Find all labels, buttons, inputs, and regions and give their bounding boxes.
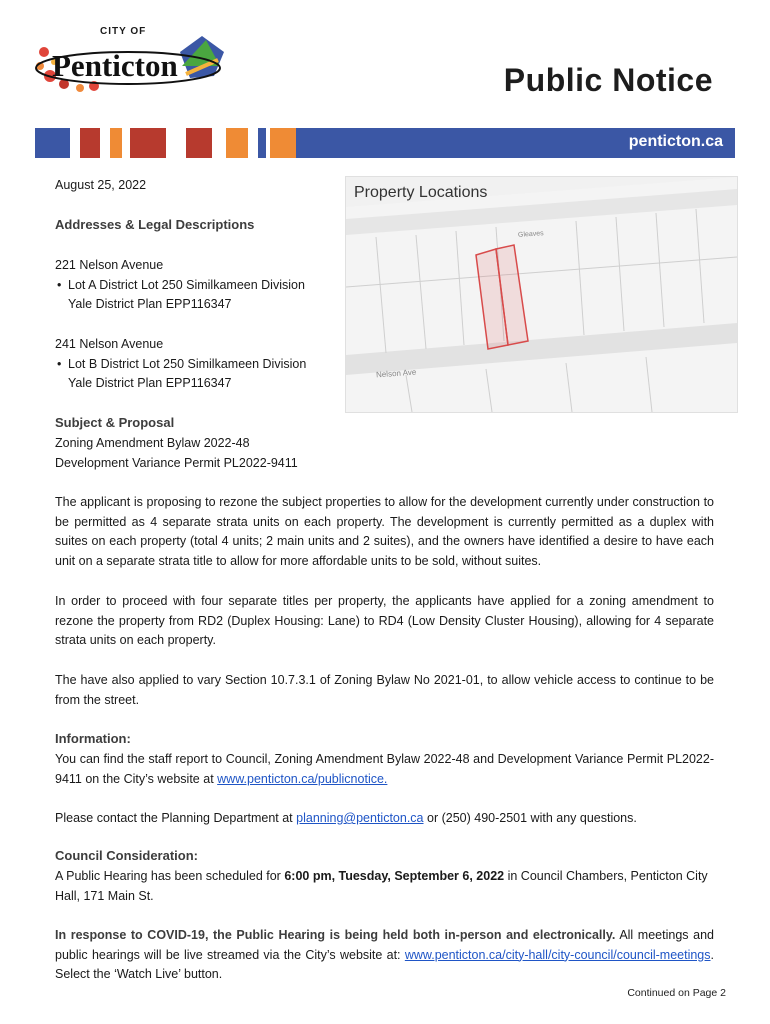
map-street-bottom: Nelson Ave [375,367,417,380]
council-meetings-link[interactable]: www.penticton.ca/city-hall/city-council/council-meetings [404,947,711,962]
address-1: 221 Nelson Avenue [55,258,164,272]
covid-body: All meetings and public hearings will be live streamed via the City’s website at: [55,928,714,962]
header-band [35,128,735,158]
council-heading: Council Consideration: [55,848,198,863]
logo-city-of: CITY OF [100,26,147,37]
contact-text [55,809,714,829]
notice-date: August 25, 2022 [55,178,147,192]
legal-2-line2: Yale District Plan EPP116347 [68,376,232,390]
map-title: Property Locations [354,184,488,201]
publicnotice-link[interactable]: www.penticton.ca/publicnotice. [217,771,388,786]
continued-footer: Continued on Page 2 [627,987,726,999]
contact-pre: Please contact the Planning Department at [55,811,293,825]
addresses-heading: Addresses & Legal Descriptions [55,217,255,232]
council-text [55,867,714,906]
proposal-paragraph-1: The applicant is proposing to rezone the subject properties to allow for the development currently under construction to be permitted as 4 separate strata units on each property. The development is currently permitted as a duplex with suites on each property (total 4 units; 2 main units and 2 suites), and the owners have identified a desire to have each unit on a separate strata title to allow for more affordable units to be sold, without suites. [55,495,714,568]
proposal-paragraph-3: The have also applied to vary Section 10.7.3.1 of Zoning Bylaw No 2021-01, to allow vehicle access to continue to be from the street. [55,673,714,707]
council-post: in Council Chambers, Penticton City Hall, 171 Main St. [55,869,708,903]
subject-line2: Development Variance Permit PL2022-9411 [55,456,298,470]
covid-post: . Select the ‘Watch Live’ button. [55,947,714,981]
address-block-2 [55,335,340,394]
covid-text [55,926,714,985]
council-pre: A Public Hearing has been scheduled for [55,869,281,883]
planning-email-link[interactable]: planning@penticton.ca [296,811,424,825]
property-map [345,176,738,413]
information-body: You can find the staff report to Council, Zoning Amendment Bylaw 2022-48 and Development Variance Permit PL2022-9411 on the City’s website at [55,752,714,786]
website-label[interactable]: penticton.ca [628,133,723,150]
hearing-datetime: 6:00 pm, Tuesday, September 6, 2022 [284,869,505,883]
contact-post: or (250) 490-2501 with any questions. [427,811,637,825]
legal-1-line2: Yale District Plan EPP116347 [68,297,232,311]
page-title: Public Notice [503,62,713,98]
covid-bold: In response to COVID-19, the Public Hearing is being held both in-person and electronically. [55,928,616,942]
legal-2-line1: • Lot B District Lot 250 Similkameen Division [55,355,340,375]
legal-1-line1: • Lot A District Lot 250 Similkameen Division [55,276,340,296]
proposal-paragraph-2: In order to proceed with four separate titles per property, the applicants have applied for a zoning amendment to rezone the property from RD2 (Duplex Housing: Lane) to RD4 (Low Density Cluster Housing), allowing for 4 separate strata units on each property. [55,594,714,647]
information-text [55,750,714,789]
subject-line1: Zoning Amendment Bylaw 2022-48 [55,436,250,450]
address-block-1 [55,256,340,315]
subject-heading: Subject & Proposal [55,415,175,430]
address-2: 241 Nelson Avenue [55,337,164,351]
map-street-top: Gleaves [517,230,544,239]
logo-penticton: Penticton [52,48,178,83]
information-heading: Information: [55,731,131,746]
